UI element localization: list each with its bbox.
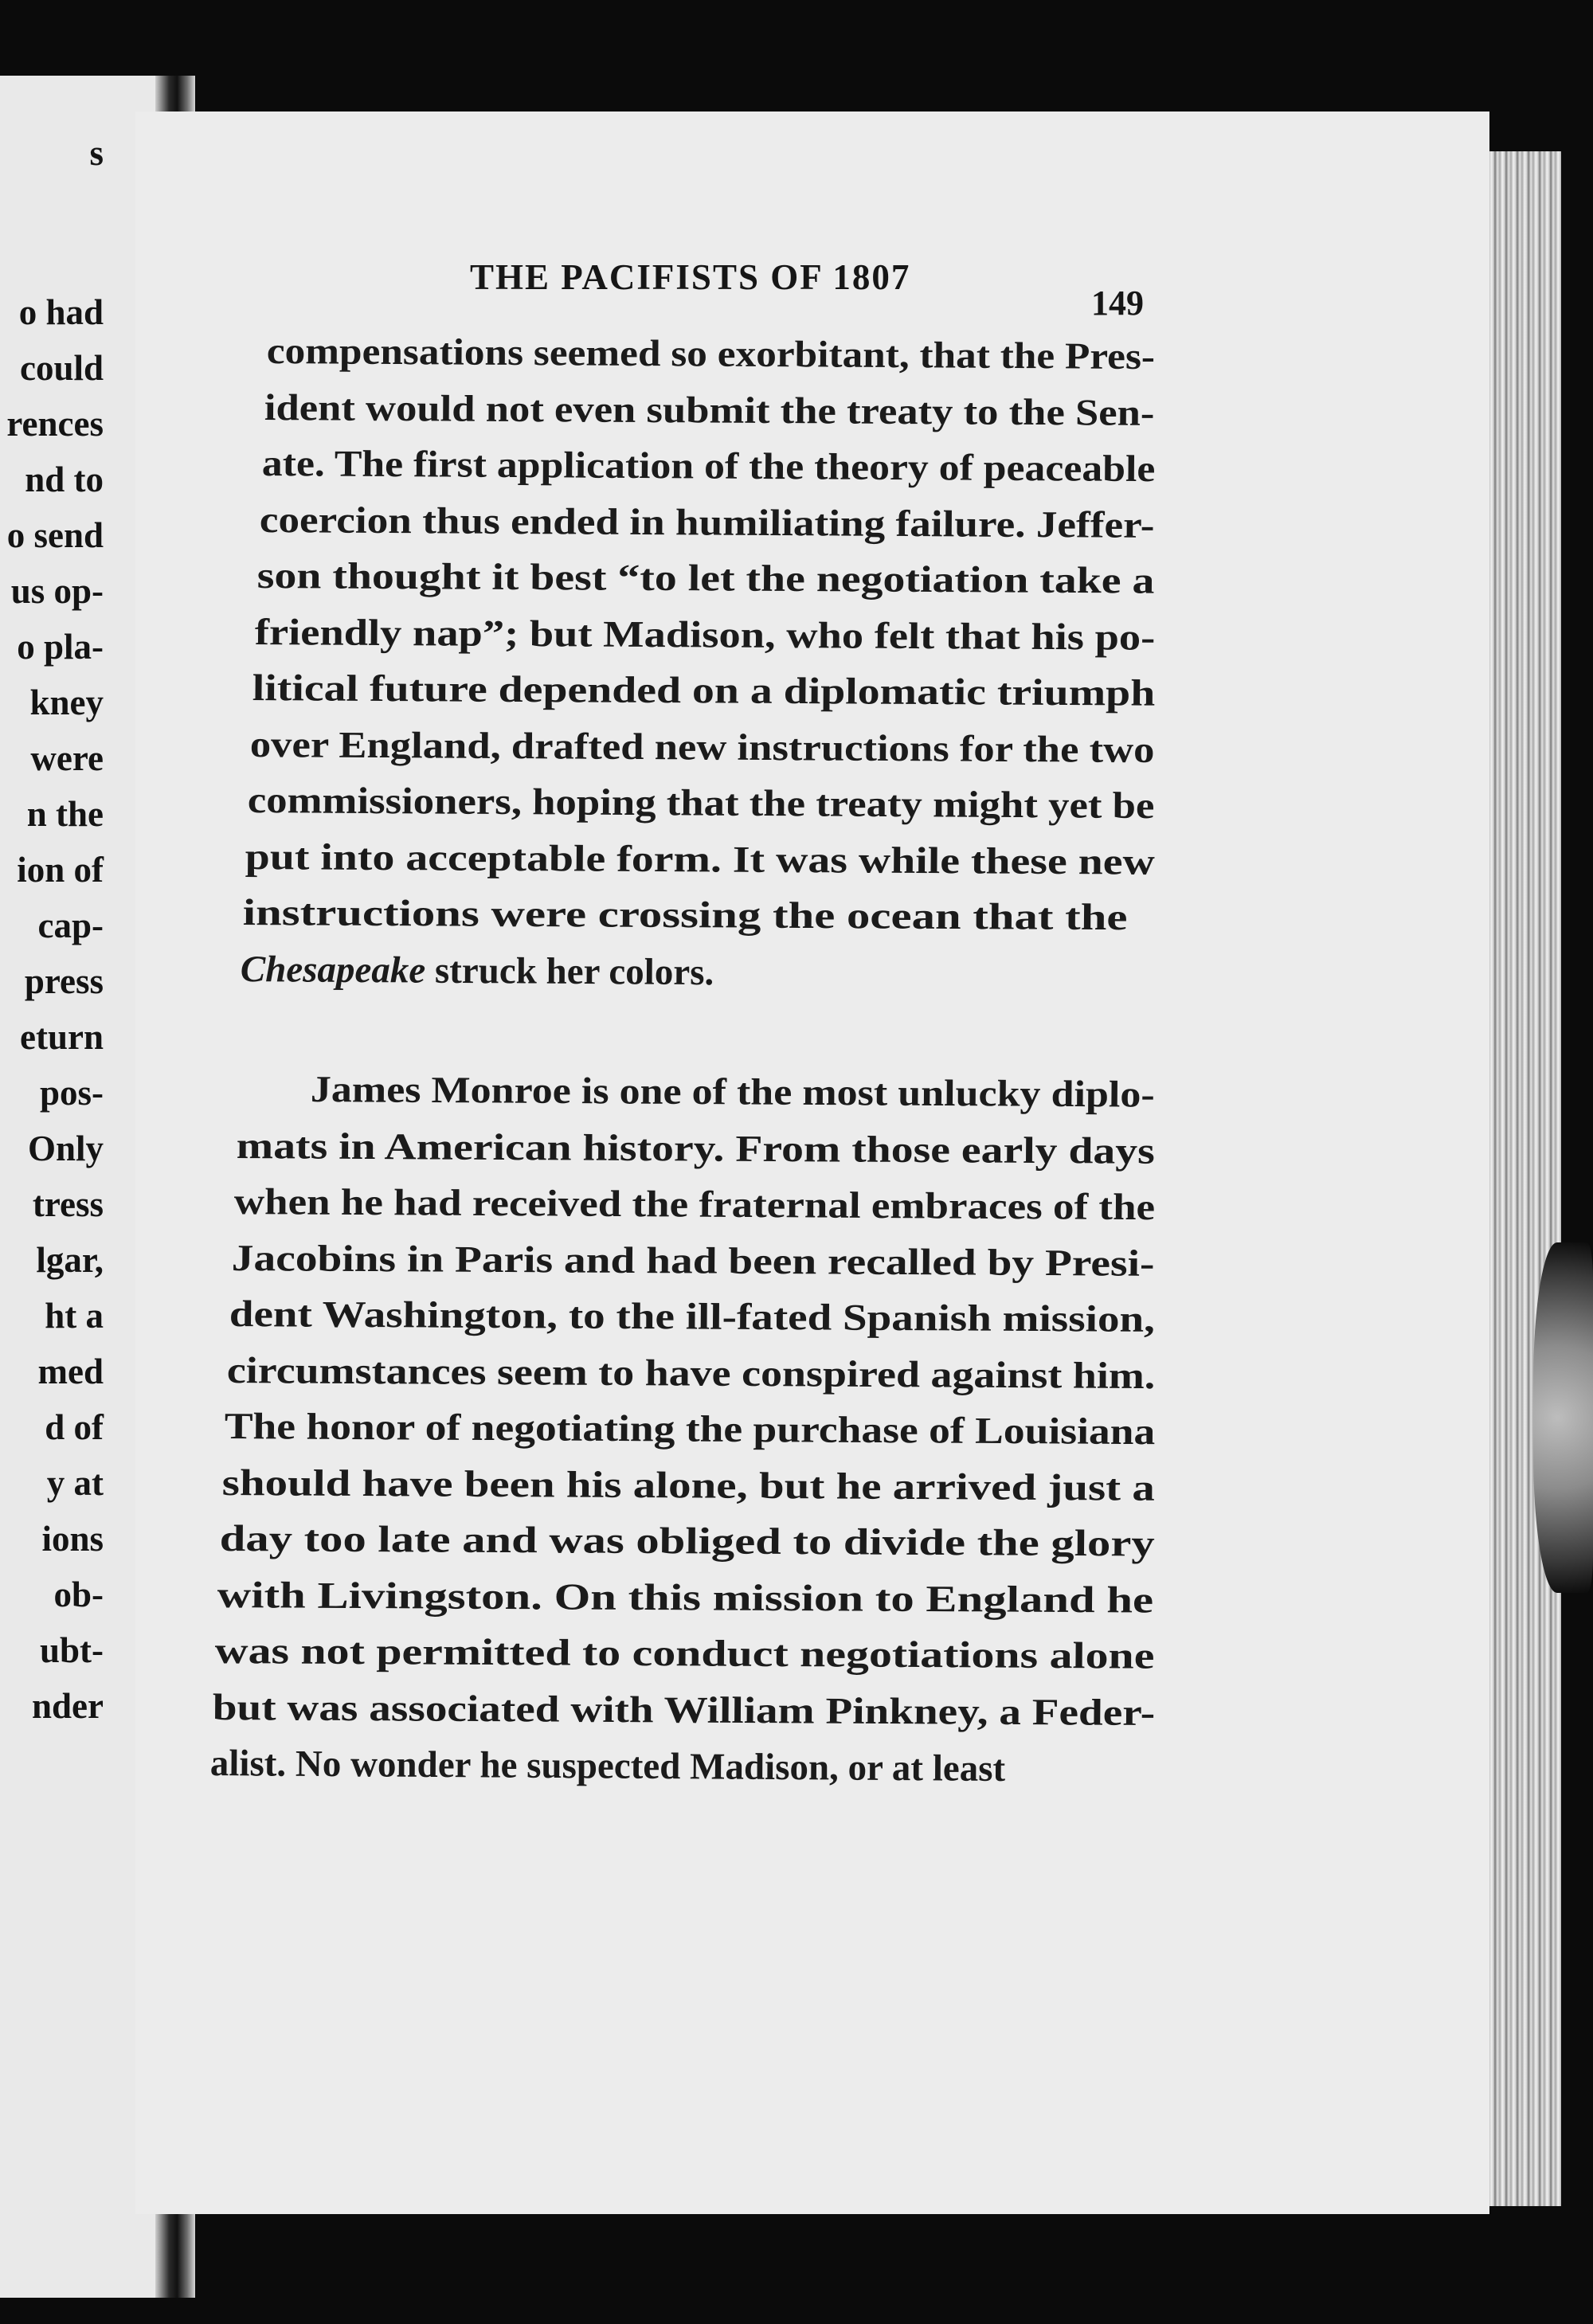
facing-page-line: tress xyxy=(32,1184,104,1224)
facing-page-line: kney xyxy=(29,683,104,722)
facing-page-line: could xyxy=(19,348,104,388)
facing-page-line: s xyxy=(89,133,104,173)
text-line: circumstances seem to have conspired against him. xyxy=(226,1349,1156,1397)
text-line: Jacobins in Paris and had been recalled by Presi- xyxy=(231,1237,1155,1285)
text-line: ident would not even submit the treaty to the Sen- xyxy=(264,386,1155,434)
text-line: coercion thus ended in humiliating failure. Jeffer- xyxy=(259,499,1155,546)
text-line: instructions were crossing the ocean that the xyxy=(242,892,1128,939)
text-line: but was associated with William Pinkney, a Feder- xyxy=(212,1686,1156,1734)
text-line: Chesapeake struck her colors. xyxy=(240,948,714,993)
facing-page-line: ob- xyxy=(53,1575,104,1614)
text-line: compensations seemed so exorbitant, that the Pres- xyxy=(266,331,1156,378)
facing-page-line: were xyxy=(30,738,104,778)
facing-page-line: ions xyxy=(41,1519,104,1559)
text-line: with Livingston. On this mission to England he xyxy=(217,1574,1154,1622)
facing-page-line: us op- xyxy=(10,571,104,611)
facing-page-line: d of xyxy=(45,1407,104,1447)
text-line: ate. The first application of the theory of peaceable xyxy=(261,443,1156,491)
facing-page-line: y at xyxy=(46,1463,104,1503)
text-line: put into acceptable form. It was while these new xyxy=(245,835,1156,883)
facing-page-line: ubt- xyxy=(39,1630,104,1670)
text-line: alist. No wonder he suspected Madison, or at least xyxy=(209,1743,1006,1790)
text-line: commissioners, hoping that the treaty might yet be xyxy=(247,780,1155,827)
running-head: THE PACIFISTS OF 1807 xyxy=(470,257,911,297)
facing-page-line: eturn xyxy=(20,1017,104,1057)
text-line: The honor of negotiating the purchase of Louisiana xyxy=(224,1406,1156,1453)
text-line: over England, drafted new instructions for the two xyxy=(249,723,1155,771)
facing-page-line: rences xyxy=(6,404,104,444)
facing-page-line: lgar, xyxy=(36,1240,104,1280)
facing-page-line: o send xyxy=(6,515,104,555)
text-line: mats in American history. From those early days xyxy=(236,1125,1156,1172)
facing-page-line: o had xyxy=(18,292,104,332)
facing-page-line: press xyxy=(24,961,104,1001)
text-line: friendly nap”; but Madison, who felt that his po- xyxy=(254,611,1156,659)
text-line: dent Washington, to the ill-fated Spanish mission, xyxy=(229,1293,1156,1340)
text-line: should have been his alone, but he arrived just a xyxy=(221,1461,1156,1509)
facing-page-line: n the xyxy=(26,794,104,834)
facing-page-line: nder xyxy=(32,1686,104,1726)
facing-page-line: med xyxy=(37,1352,104,1391)
text-line: litical future depended on a diplomatic triumph xyxy=(252,667,1156,714)
text-line: day too late and was obliged to divide the glory xyxy=(219,1518,1155,1565)
facing-page-line: nd to xyxy=(25,460,104,499)
facing-page-line: cap- xyxy=(37,906,104,945)
text-line: was not permitted to conduct negotiations alone xyxy=(214,1630,1155,1677)
facing-page-line: o pla- xyxy=(17,627,104,667)
facing-page-line: ion of xyxy=(17,850,104,890)
facing-page-line: pos- xyxy=(39,1073,104,1113)
text-line: when he had received the fraternal embraces of the xyxy=(233,1181,1156,1229)
page-edge-damage xyxy=(1533,1242,1593,1593)
page-number: 149 xyxy=(1091,284,1144,323)
text-line: James Monroe is one of the most unlucky diplo- xyxy=(310,1069,1155,1116)
facing-page-line: Only xyxy=(27,1129,104,1168)
facing-page-line: ht a xyxy=(45,1296,104,1336)
text-line: son thought it best “to let the negotiation take a xyxy=(256,555,1155,602)
